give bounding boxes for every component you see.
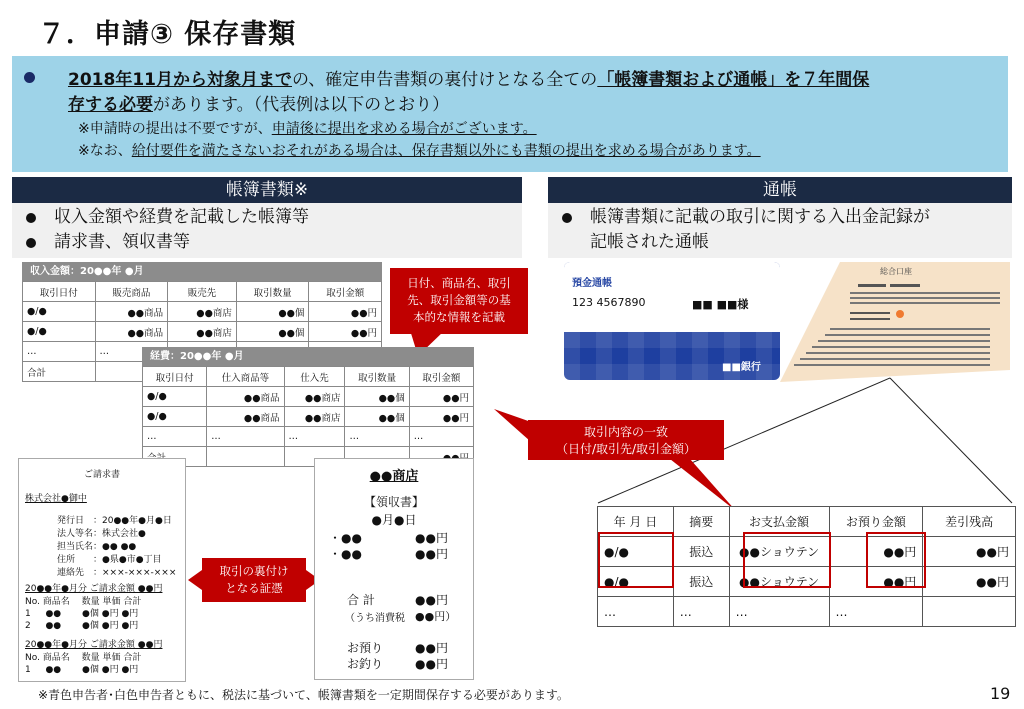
passbook-bullets	[548, 203, 1012, 258]
cell: …	[409, 427, 473, 447]
bankbook-bank: ■■銀行	[722, 362, 761, 373]
ledger-header: 帳簿書類※	[12, 177, 522, 203]
cell: ●/●	[143, 407, 207, 427]
receipt-total-label: 合 計	[347, 593, 375, 607]
receipt-change-label: お釣り	[347, 657, 384, 671]
cell: 振込	[673, 567, 729, 597]
cell: ●●商店	[284, 407, 345, 427]
cell: ●/●	[598, 567, 674, 597]
receipt-item-price: ●●円	[415, 547, 448, 561]
intro-note-2	[78, 141, 761, 161]
page-title: ７．申請③ 保存書類	[38, 19, 297, 50]
invoice-block-header: No. 商品名 数量 単価 合計	[25, 653, 142, 663]
cell: ●●円	[923, 537, 1016, 567]
col-header: 年 月 日	[598, 507, 674, 537]
receipt-paid-value: ●●円	[415, 641, 448, 655]
invoice-title: ご請求書	[83, 470, 120, 480]
bankbook-account: 123 4567890	[572, 296, 646, 309]
intro-emphasis-2: 存する必要	[68, 95, 153, 115]
col-header: 取引数量	[236, 282, 309, 302]
receipt-item-price: ●●円	[415, 531, 448, 545]
callout-line: 取引内容の一致	[583, 425, 668, 439]
receipt-date: ●月●日	[371, 513, 417, 527]
cell: ●●商品	[95, 322, 168, 342]
bankbook-name: ■■ ■■様	[692, 298, 749, 311]
bullet-text: 収入金額や経費を記載した帳簿等	[54, 207, 309, 227]
col-header: 仕入商品等	[207, 367, 284, 387]
bankbook-label: 預金通帳	[572, 278, 612, 289]
callout-line: 本的な情報を記載	[413, 310, 505, 324]
cell: ●●商品	[95, 302, 168, 322]
invoice-addressee: 株式会社●御中	[25, 494, 87, 504]
col-header: 差引残高	[923, 507, 1016, 537]
col-header: 取引日付	[23, 282, 96, 302]
cell: 合計	[23, 362, 96, 382]
cell: …	[143, 427, 207, 447]
cell: …	[95, 342, 168, 362]
col-header: 販売商品	[95, 282, 168, 302]
table-row	[23, 302, 382, 322]
receipt-tax-label: （うち消費税	[345, 613, 405, 624]
cell: ●●商品	[207, 387, 284, 407]
income-ledger-title: 収入金額：20●●年 ●月	[22, 262, 382, 281]
callout-line: （日付/取引先/取引金額）	[555, 442, 697, 456]
cell: …	[23, 342, 96, 362]
cell: …	[729, 597, 829, 627]
invoice-document	[18, 458, 186, 682]
callout-match-pointers	[490, 405, 740, 515]
cell: ●●商品	[207, 407, 284, 427]
col-header: 仕入先	[284, 367, 345, 387]
highlight-amount	[866, 532, 926, 588]
intro-emphasis: 「帳簿書類および通帳」を７年間保	[597, 70, 870, 90]
invoice-info: 住所 ：●県●市●丁目	[57, 555, 162, 565]
receipt-title: 【領収書】	[363, 495, 424, 509]
col-header: お支払金額	[729, 507, 829, 537]
bullet-text: 記帳された通帳	[590, 232, 709, 252]
cell: ●●個	[345, 387, 409, 407]
bankbook-cover	[564, 262, 780, 380]
highlight-date	[598, 532, 674, 588]
table-row	[598, 597, 1016, 627]
cell: …	[598, 597, 674, 627]
table-row	[143, 427, 474, 447]
cell: ●●円	[309, 302, 382, 322]
col-header: 摘要	[673, 507, 729, 537]
cell: ●●ショウテン	[729, 537, 829, 567]
receipt-total-value: ●●円	[415, 593, 448, 607]
footnote: ※青色申告者･白色申告者ともに、税法に基づいて、帳簿書類を一定期間保存する必要があります。	[38, 688, 569, 702]
intro-period: 2018年11月から対象月まで	[68, 70, 292, 90]
cell: …	[673, 597, 729, 627]
cell: …	[829, 597, 923, 627]
callout-line: 先、取引金額等の基	[407, 293, 511, 307]
cell: ●●円	[923, 567, 1016, 597]
bullet-text: 請求書、領収書等	[54, 232, 190, 252]
col-header: 取引金額	[309, 282, 382, 302]
expense-ledger-title: 経費：20●●年 ●月	[142, 347, 474, 366]
callout-evidence	[202, 558, 306, 602]
cell: ●●円	[409, 387, 473, 407]
cell: ●●商店	[168, 302, 237, 322]
intro-note-1	[78, 119, 537, 139]
cell: ●●円	[829, 537, 923, 567]
cell: ●●商店	[168, 322, 237, 342]
bankbook-page-title: 総合口座	[880, 267, 912, 276]
bullet-text: 帳簿書類に記載の取引に関する入出金記録が	[590, 207, 930, 227]
invoice-info: 連絡先 ：×××-×××-×××	[57, 568, 177, 578]
cell: …	[207, 427, 284, 447]
cell: 振込	[673, 537, 729, 567]
note-text: ※申請時の提出は不要ですが、	[78, 121, 272, 137]
cell: ●/●	[23, 322, 96, 342]
cell: ●●個	[236, 302, 309, 322]
passbook-header: 通帳	[548, 177, 1012, 203]
callout-line: 取引の裏付け	[219, 564, 289, 578]
receipt-change-value: ●●円	[415, 657, 448, 671]
cell: ●●個	[236, 322, 309, 342]
invoice-block-row: 2 ●● ●個 ●円 ●円	[25, 621, 139, 631]
invoice-block-title: 20●●年●月分 ご請求金額 ●●円	[25, 640, 163, 650]
col-header: 販売先	[168, 282, 237, 302]
note-text: ※なお、	[78, 143, 132, 159]
col-header: お預り金額	[829, 507, 923, 537]
invoice-block-header: No. 商品名 数量 単価 合計	[25, 597, 142, 607]
cell: ●●ショウテン	[729, 567, 829, 597]
cell: ●●円	[829, 567, 923, 597]
invoice-info: 担当氏名：●● ●●	[57, 542, 137, 552]
receipt-item: ・●●	[329, 547, 362, 561]
table-row	[143, 407, 474, 427]
ledger-bullet-item	[12, 205, 522, 230]
intro-line-1	[68, 68, 869, 92]
receipt-item: ・●●	[329, 531, 362, 545]
invoice-block-row: 1 ●● ●個 ●円 ●円	[25, 665, 139, 675]
note-underline: 給付要件を満たさないおそれがある場合は、保存書類以外にも書類の提出を求める場合があります。	[131, 143, 761, 159]
table-row	[23, 322, 382, 342]
cell: …	[345, 427, 409, 447]
invoice-info: 法人等名：株式会社●	[57, 529, 146, 539]
ledger-bullets	[12, 203, 522, 258]
table-header-row	[23, 282, 382, 302]
receipt-shop: ●●商店	[369, 469, 419, 484]
callout-ledger-info	[390, 268, 528, 334]
table-row	[143, 387, 474, 407]
ledger-bullet-item	[12, 230, 522, 255]
receipt-paid-label: お預り	[347, 641, 384, 655]
cell: ●/●	[143, 387, 207, 407]
invoice-block-row: 1 ●● ●個 ●円 ●円	[25, 609, 139, 619]
expense-ledger-table	[142, 366, 474, 467]
invoice-block-title: 20●●年●月分 ご請求金額 ●●円	[25, 584, 163, 594]
receipt-tax-value: ●●円）	[415, 610, 457, 623]
receipt-document	[314, 458, 474, 680]
page-number: 19	[990, 684, 1011, 703]
intro-bullet	[24, 72, 35, 83]
col-header: 取引数量	[345, 367, 409, 387]
expense-ledger	[142, 347, 474, 467]
cell: ●/●	[23, 302, 96, 322]
table-header-row	[143, 367, 474, 387]
bankbook-page-illustration	[770, 262, 1014, 384]
cell: …	[284, 427, 345, 447]
note-underline: 申請後に提出を求める場合がございます。	[271, 121, 537, 137]
intro-text: の、確定申告書類の裏付けとなる全ての	[291, 70, 598, 90]
passbook-bullet-cont	[548, 230, 1012, 255]
passbook-bullet-item	[548, 205, 1012, 230]
cell: ●●商店	[284, 387, 345, 407]
cell: ●●個	[345, 407, 409, 427]
callout-line: 日付、商品名、取引	[407, 276, 511, 290]
cell: ●●円	[409, 407, 473, 427]
intro-text-2: があります。（代表例は以下のとおり）	[153, 95, 450, 115]
cell: ●●円	[309, 322, 382, 342]
callout-line: となる証憑	[225, 581, 283, 595]
intro-line-2	[68, 93, 449, 117]
col-header: 取引日付	[143, 367, 207, 387]
invoice-info: 発行日 ：20●●年●月●日	[57, 516, 172, 526]
highlight-payee	[743, 532, 831, 588]
col-header: 取引金額	[409, 367, 473, 387]
cell: ●/●	[598, 537, 674, 567]
